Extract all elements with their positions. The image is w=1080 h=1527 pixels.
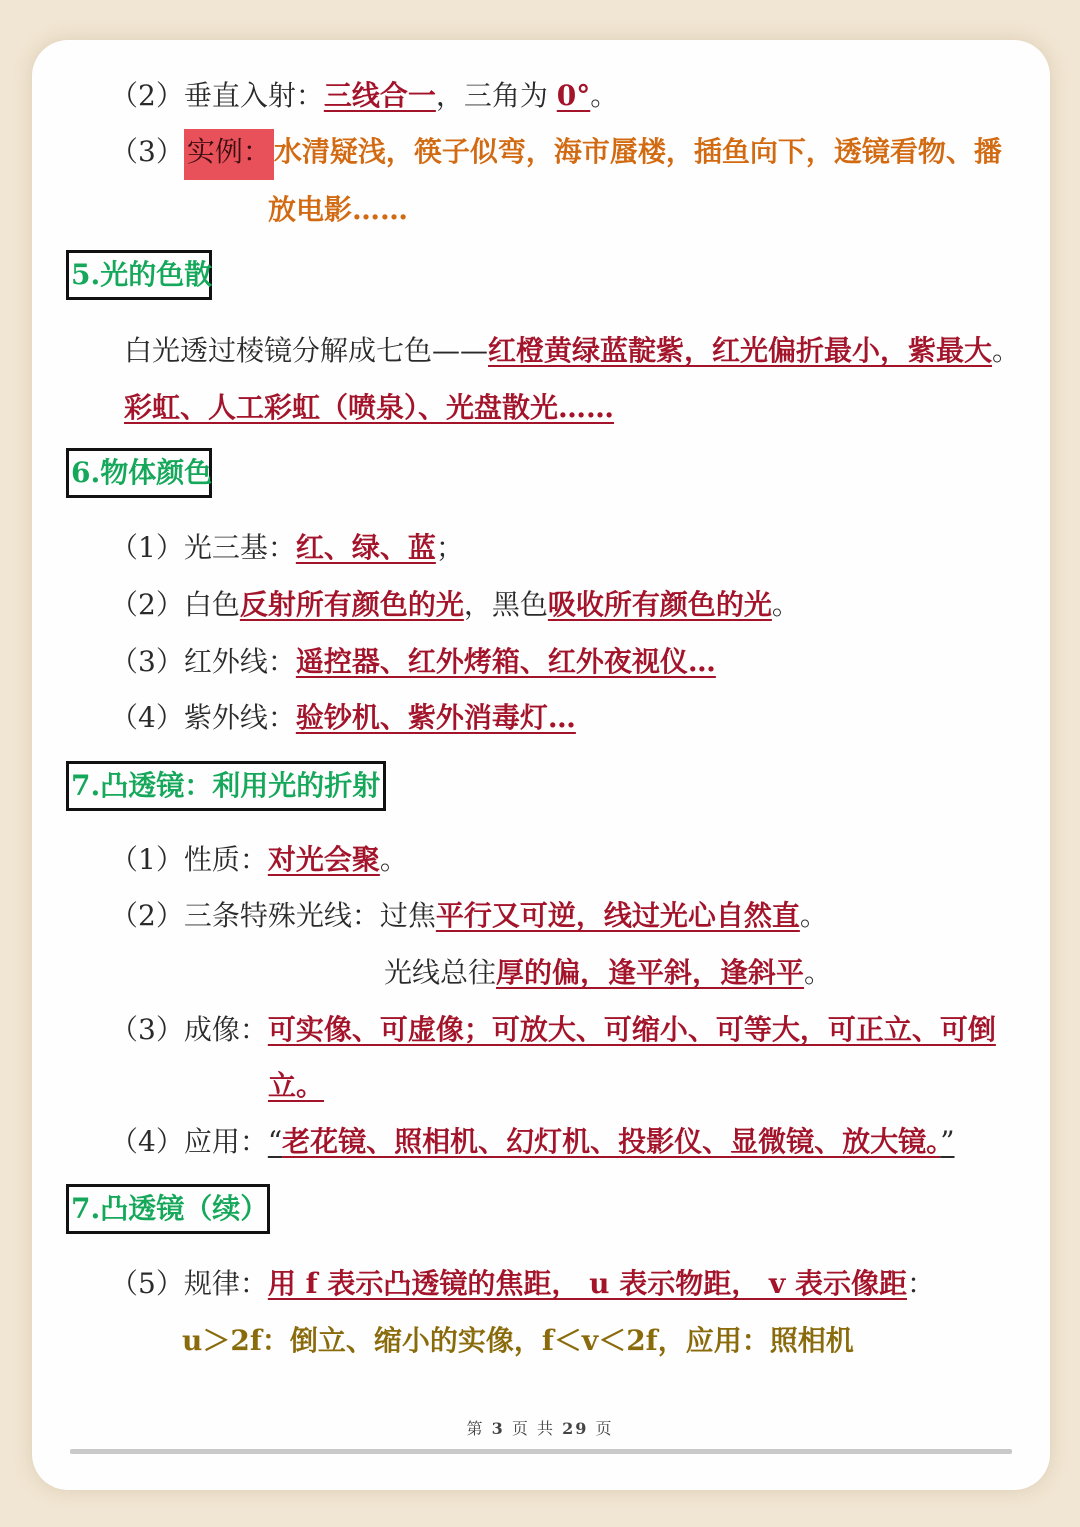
- refraction-item-2: [110, 76, 618, 116]
- imaging-rule-text: u＞2f：倒立、缩小的实像，f＜v＜2f，应用：照相机: [182, 1324, 854, 1357]
- bottom-divider: [70, 1449, 1012, 1454]
- item-label: 红外线：: [183, 645, 296, 678]
- punctuation: 。: [799, 899, 828, 932]
- item-number: （2）: [110, 899, 184, 932]
- examples-text-continued: 放电影……: [268, 193, 409, 226]
- item-label: 紫外线：: [183, 701, 296, 734]
- answer-text: 红、绿、蓝: [295, 531, 436, 564]
- answer-text: 对光会聚: [267, 843, 380, 876]
- answer-text-continued: 立。: [268, 1069, 325, 1102]
- punctuation: 。: [992, 334, 1021, 367]
- punctuation: 。: [804, 956, 833, 989]
- section-heading-dispersion: 5.光的色散: [66, 250, 212, 300]
- dispersion-statement: [124, 331, 1020, 371]
- convex-lens-item-5: [110, 1264, 935, 1304]
- object-color-item-1: [110, 528, 464, 568]
- current-page: 3: [491, 1419, 505, 1438]
- object-color-item-4: [110, 698, 576, 738]
- item-number: （3）: [110, 645, 184, 678]
- examples-text: 水清疑浅，筷子似弯，海市蜃楼，插鱼向下，透镜看物、播: [273, 135, 1002, 168]
- item-label: 光三基：: [183, 531, 296, 564]
- item-number: （4）: [110, 701, 184, 734]
- answer-text: 验钞机、紫外消毒灯…: [295, 701, 576, 734]
- item-label: 成像：: [183, 1013, 268, 1046]
- highlighted-label: 实例：: [184, 129, 274, 180]
- item-number: （1）: [110, 531, 184, 564]
- answer-text: 厚的偏，逢平斜，逢斜平: [496, 956, 805, 989]
- refraction-item-3: [110, 132, 1002, 172]
- convex-lens-item-2-continued: [384, 953, 832, 993]
- section-heading-object-color: 6.物体颜色: [66, 448, 212, 498]
- answer-text: 平行又可逆，线过光心自然直: [435, 899, 800, 932]
- answer-text: 0°: [556, 79, 591, 112]
- page-number-suffix: 页: [595, 1419, 614, 1438]
- item-label: 垂直入射：: [183, 79, 324, 112]
- page-number-prefix: 第: [466, 1419, 485, 1438]
- item-label: 三条特殊光线：: [183, 899, 380, 932]
- item-label: 规律：: [183, 1267, 268, 1300]
- item-number: （1）: [110, 843, 184, 876]
- total-pages: 29: [562, 1419, 589, 1438]
- answer-text: 三线合一: [323, 79, 436, 112]
- convex-lens-item-4: [110, 1122, 955, 1162]
- answer-text: 用 f 表示凸透镜的焦距， u 表示物距， v 表示像距: [267, 1267, 908, 1300]
- item-text: 黑色: [491, 588, 548, 621]
- answer-text: 吸收所有颜色的光: [547, 588, 772, 621]
- answer-text: 可实像、可虚像；可放大、可缩小、可等大，可正立、可倒: [267, 1013, 996, 1046]
- item-label: 性质：: [183, 843, 268, 876]
- punctuation: ：: [907, 1267, 936, 1300]
- item-number: （5）: [110, 1267, 184, 1300]
- quote-mark: ”: [940, 1125, 955, 1158]
- punctuation: ；: [435, 531, 464, 564]
- item-number: （4）: [110, 1125, 184, 1158]
- section-heading-convex-lens: 7.凸透镜：利用光的折射: [66, 761, 386, 811]
- dispersion-examples: 彩虹、人工彩虹（喷泉）、光盘散光……: [124, 391, 615, 424]
- statement-text: 白光透过棱镜分解成七色——: [124, 334, 489, 367]
- item-text: 白色: [183, 588, 240, 621]
- item-text: 过焦: [379, 899, 436, 932]
- item-label: 应用：: [183, 1125, 268, 1158]
- item-text: 光线总往: [384, 956, 497, 989]
- convex-lens-item-2: [110, 896, 828, 936]
- page-number-middle: 页 共: [511, 1419, 555, 1438]
- item-number: （2）: [110, 588, 184, 621]
- answer-text: 老花镜、照相机、幻灯机、投影仪、显微镜、放大镜。: [282, 1125, 941, 1158]
- punctuation: 。: [771, 588, 800, 621]
- item-number: （3）: [110, 135, 184, 168]
- punctuation: ，: [463, 588, 492, 621]
- item-number: （2）: [110, 79, 184, 112]
- item-text: 三角为: [463, 79, 557, 112]
- object-color-item-2: [110, 585, 800, 625]
- section-heading-convex-lens-continued: 7.凸透镜（续）: [66, 1184, 270, 1234]
- convex-lens-item-3: [110, 1010, 996, 1050]
- object-color-item-3: [110, 642, 716, 682]
- item-number: （3）: [110, 1013, 184, 1046]
- punctuation: ，: [435, 79, 464, 112]
- answer-text: 红橙黄绿蓝靛紫，红光偏折最小，紫最大: [488, 334, 993, 367]
- quote-mark: “: [267, 1125, 283, 1158]
- convex-lens-item-1: [110, 840, 408, 880]
- punctuation: 。: [379, 843, 408, 876]
- punctuation: 。: [590, 79, 619, 112]
- page-number: [0, 1416, 1080, 1439]
- answer-text: 反射所有颜色的光: [239, 588, 464, 621]
- answer-text: 遥控器、红外烤箱、红外夜视仪…: [295, 645, 716, 678]
